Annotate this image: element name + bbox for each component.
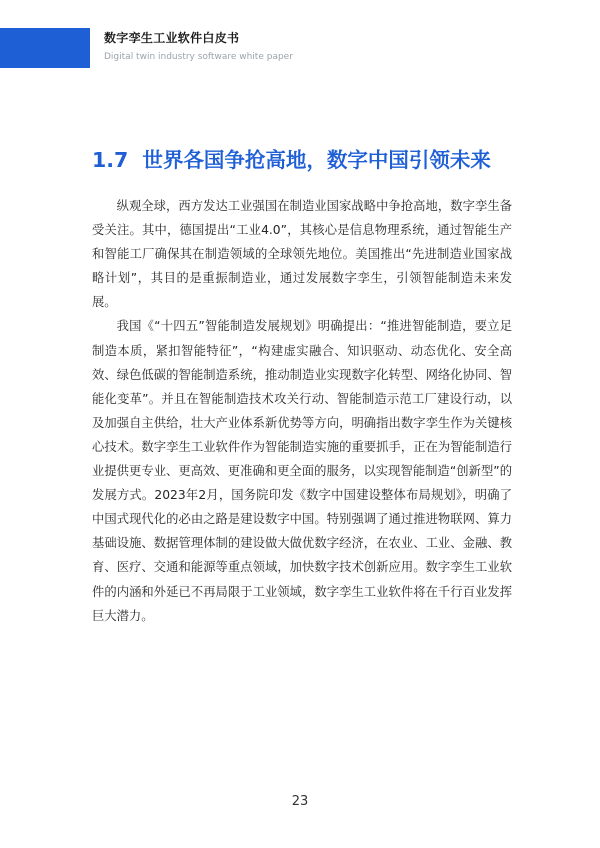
paragraph: 我国《“十四五”智能制造发展规划》明确提出：“推进智能制造，要立足制造本质，紧扣智能特征”，“构建虚实融合、知识驱动、动态优化、安全高效、绿色低碳的智能制造系统，推动制造业实现数字化转型、网络化协同、智能化变革”。并且在智能制造技术攻关行动、智能制造示范工厂建设行动，以及加强自主供给，壮大产业体系新优势等方向，明确指出数字孪生作为关键核心技术。数字孪生工业软件作为智能制造实施的重要抓手，正在为智能制造行业提供更专业、更高效、更准确和更全面的服务，以实现智能制造“创新型”的发展方式。2023年2月，国务院印发《数字中国建设整体布局规划》，明确了中国式现代化的必由之路是建设数字中国。特别强调了通过推进物联网、算力基础设施、数据管理体制的建设做大做优数字经济，在农业、工业、金融、教育、医疗、交通和能源等重点领域，加快数字技术创新应用。数字孪生工业软件的内涵和外延已不再局限于工业领域，数字孪生工业软件将在千行百业发挥巨大潜力。	[92, 319, 512, 623]
document-title: 数字孪生工业软件白皮书	[104, 31, 240, 45]
section-heading	[92, 146, 491, 174]
running-header	[104, 30, 293, 64]
document-subtitle: Digital twin industry software white paper	[104, 52, 293, 62]
section-number: 1.7	[92, 148, 129, 172]
page-number: 23	[291, 794, 309, 809]
body-text	[92, 194, 512, 628]
section-title: 世界各国争抢高地，数字中国引领未来	[142, 148, 491, 172]
paragraph: 纵观全球，西方发达工业强国在制造业国家战略中争抢高地，数字孪生备受关注。其中，德国提出“工业4.0”，其核心是信息物理系统，通过智能生产和智能工厂确保其在制造领域的全球领先地位。美国推出“先进制造业国家战略计划”，其目的是重振制造业，通过发展数字孪生，引领智能制造未来发展。	[92, 199, 512, 310]
header-accent-bar	[0, 28, 90, 68]
